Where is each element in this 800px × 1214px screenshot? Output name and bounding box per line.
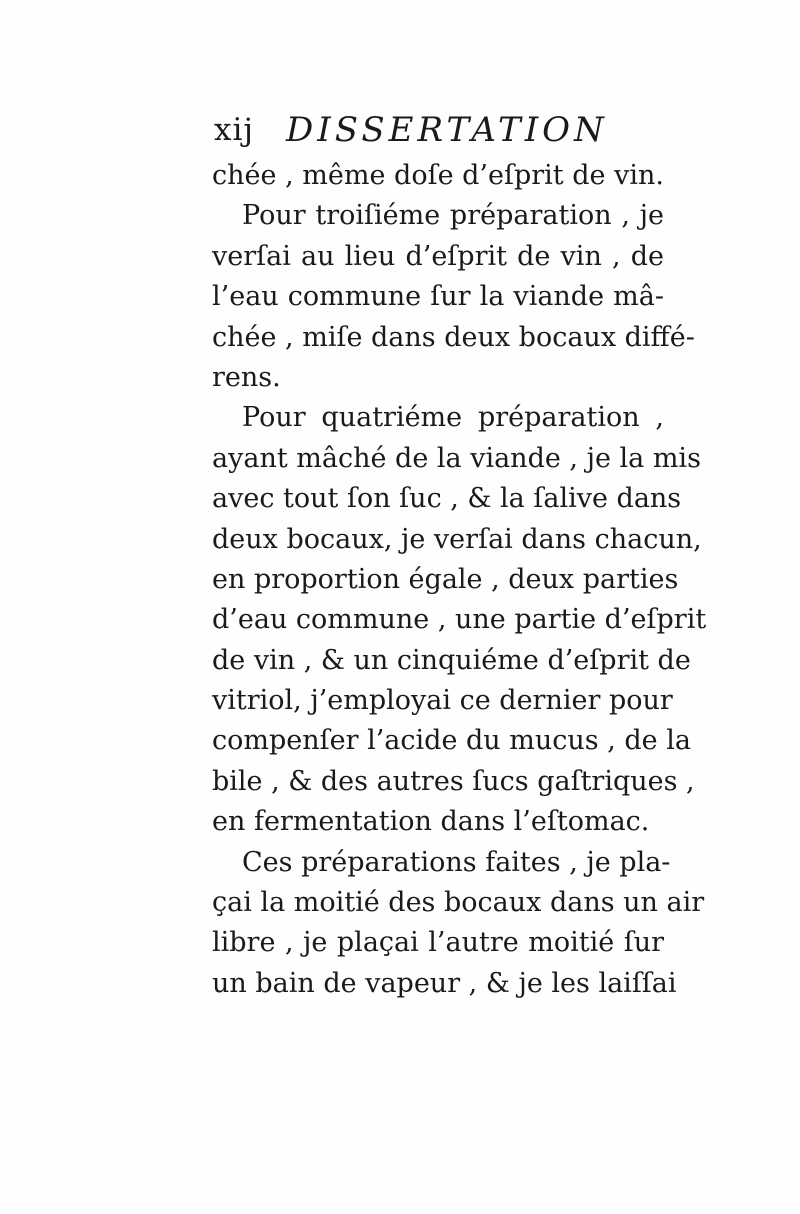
text-line: ayant mâché de la viande , je la mis bbox=[212, 442, 701, 474]
text-line: de vin , & un cinquiéme d’eſprit de bbox=[212, 644, 691, 676]
text-line: vitriol, j’employai ce dernier pour bbox=[212, 685, 673, 717]
text-line: çai la moitié des bocaux dans un air bbox=[212, 887, 705, 919]
text-line: compenſer l’acide du mucus , de la bbox=[212, 725, 691, 757]
text-line: en proportion égale , deux parties bbox=[212, 563, 679, 595]
body-text bbox=[212, 156, 707, 1004]
text-line: chée , même doſe d’eſprit de vin. bbox=[212, 160, 664, 191]
page-header bbox=[214, 108, 664, 156]
text-line: libre , je plaçai l’autre moitié ſur bbox=[212, 927, 664, 959]
text-line: en fermentation dans l’eſtomac. bbox=[212, 806, 650, 838]
text-line: Pour troiſiéme préparation , je bbox=[242, 200, 664, 232]
running-title: DISSERTATION bbox=[286, 110, 608, 150]
text-line: bile , & des autres ſucs gaſtriques , bbox=[212, 765, 695, 797]
text-line: l’eau commune ſur la viande mâ- bbox=[212, 281, 664, 313]
text-line: d’eau commune , une partie d’eſprit bbox=[212, 604, 707, 636]
text-line: deux bocaux, je verſai dans chacun, bbox=[212, 523, 702, 555]
text-line: avec tout ſon ſuc , & la ſalive dans bbox=[212, 483, 682, 515]
text-line: Pour quatriéme préparation , bbox=[242, 402, 664, 434]
text-line: rens. bbox=[212, 361, 281, 393]
text-line: verſai au lieu d’eſprit de vin , de bbox=[212, 240, 664, 272]
page-number: xij bbox=[214, 112, 255, 148]
text-line: chée , miſe dans deux bocaux diffé- bbox=[212, 321, 695, 353]
text-line: un bain de vapeur , & je les laiſſai bbox=[212, 967, 677, 999]
text-line: Ces préparations faites , je pla- bbox=[242, 846, 671, 878]
